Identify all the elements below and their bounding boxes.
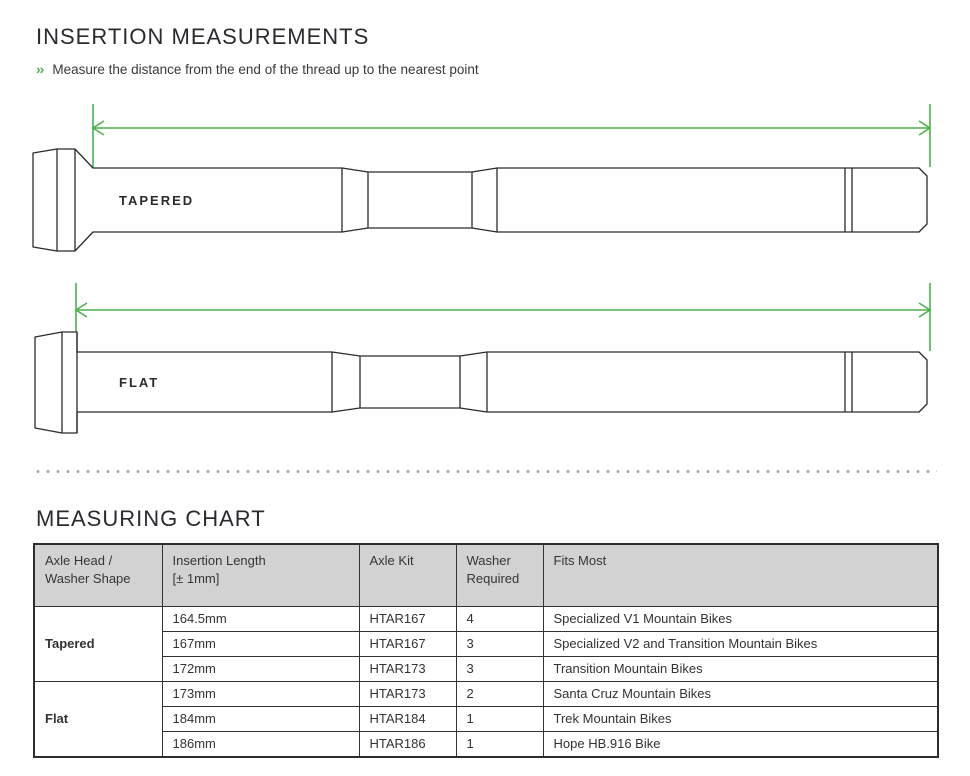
washer-required-cell: 1 <box>456 732 543 758</box>
insertion-length-cell: 184mm <box>162 707 359 732</box>
axle-kit-cell: HTAR173 <box>359 657 456 682</box>
fits-most-cell: Specialized V2 and Transition Mountain Bikes <box>543 632 938 657</box>
column-header-fits-most: Fits Most <box>543 544 938 607</box>
measuring-chart <box>33 543 939 758</box>
washer-required-cell: 3 <box>456 657 543 682</box>
washer-required-cell: 4 <box>456 607 543 632</box>
axle-kit-cell: HTAR167 <box>359 632 456 657</box>
insertion-length-cell: 172mm <box>162 657 359 682</box>
flat-dimension-arrow <box>76 283 930 351</box>
double-chevron-icon: ›› <box>36 61 44 77</box>
axle-kit-cell: HTAR186 <box>359 732 456 758</box>
header-row <box>34 544 938 607</box>
fits-most-cell: Santa Cruz Mountain Bikes <box>543 682 938 707</box>
measure-note-text: Measure the distance from the end of the thread up to the nearest point <box>52 62 479 77</box>
axle-kit-cell: HTAR184 <box>359 707 456 732</box>
insertion-length-cell: 173mm <box>162 682 359 707</box>
table-row <box>34 632 938 657</box>
flat-axle-drawing <box>35 332 927 433</box>
axle-group-cell: Flat <box>34 682 162 758</box>
table-row <box>34 607 938 632</box>
table-row <box>34 657 938 682</box>
column-header-axle-head: Axle Head / Washer Shape <box>34 544 162 607</box>
insertion-length-cell: 164.5mm <box>162 607 359 632</box>
fits-most-cell: Specialized V1 Mountain Bikes <box>543 607 938 632</box>
table-row <box>34 732 938 758</box>
table-row <box>34 682 938 707</box>
column-header-axle-kit: Axle Kit <box>359 544 456 607</box>
flat-axle-label: FLAT <box>119 375 160 390</box>
tapered-dimension-arrow <box>93 104 930 168</box>
column-header-washer-required: Washer Required <box>456 544 543 607</box>
axle-kit-cell: HTAR173 <box>359 682 456 707</box>
washer-required-cell: 2 <box>456 682 543 707</box>
washer-required-cell: 1 <box>456 707 543 732</box>
fits-most-cell: Hope HB.916 Bike <box>543 732 938 758</box>
insertion-length-cell: 167mm <box>162 632 359 657</box>
column-header-insertion-length: Insertion Length [± 1mm] <box>162 544 359 607</box>
measuring-chart-title: MEASURING CHART <box>36 506 266 531</box>
tapered-axle-label: TAPERED <box>119 193 195 208</box>
measuring-chart-table <box>33 543 939 758</box>
washer-required-cell: 3 <box>456 632 543 657</box>
axle-group-cell: Tapered <box>34 607 162 682</box>
fits-most-cell: Transition Mountain Bikes <box>543 657 938 682</box>
fits-most-cell: Trek Mountain Bikes <box>543 707 938 732</box>
dotted-divider <box>33 469 937 474</box>
table-row <box>34 707 938 732</box>
page-title: INSERTION MEASUREMENTS <box>36 24 370 49</box>
insertion-length-cell: 186mm <box>162 732 359 758</box>
axle-kit-cell: HTAR167 <box>359 607 456 632</box>
